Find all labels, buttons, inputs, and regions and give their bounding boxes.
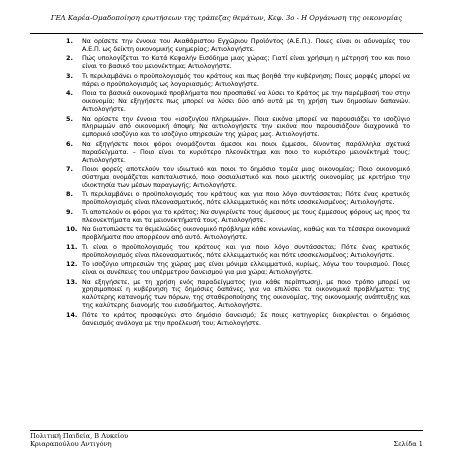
page-header: ΓΕΛ Καρέα-Ομαδοποίηση ερωτήσεων της τράπεζας θεμάτων, Κεφ. 3ο - Η Οργάνωση της οικονομίας xyxy=(50,14,403,22)
page-number: Σελίδα 1 xyxy=(393,440,423,449)
question-text: Τι αποτελούν οι φόροι για το κράτος; Να συγκρίνετε τους άμεσους με τους έμμεσους φόρους ως προς τα πλεονεκτήματα και τα μειονεκτήματά τους. Αιτιολογήστε. xyxy=(82,207,410,224)
question-item xyxy=(66,191,410,207)
question-number: 3. xyxy=(66,71,73,80)
question-number: 6. xyxy=(66,139,73,148)
question-text: Το ισοζύγιο υπηρεσιών της χώρας μας είναι μόνιμα ελλειμματικό, κυρίως, λόγω του τουρισμού. Ποιες είναι οι συνέπειες του υπέρμετρου δανεισμού για μια χώρα; Αιτιολογήστε. xyxy=(82,260,410,276)
footer-author: Κριαραπούλου Αντιγόνη xyxy=(30,440,112,449)
footer-course: Πολιτική Παιδεία, Β Λυκείου xyxy=(30,432,129,440)
question-list xyxy=(66,38,410,329)
question-text: Να ορίσετε την έννοια του «ισοζυγίου πληρωμών». Ποια εικόνα μπορεί να παρουσιάζει το ισοζύγιο πληρωμών από οικονομική άποψη; Να αιτιολογήσετε την εικόνα που παρουσιάζουν διαχρονικά το εμπορικό ισοζύγιο και το ισοζύγιο υπηρεσιών της χώρας μας. Αιτιολογήστε. xyxy=(82,114,410,139)
question-number: 5. xyxy=(66,114,73,123)
question-item xyxy=(66,141,410,165)
question-item xyxy=(66,279,410,311)
question-text: Ποια τα βασικά οικονομικά προβλήματα που προσπαθεί να λύσει το Κράτος με την παρέμβασή του στην οικονομία; Να εξηγήσετε πως μπορεί να λύσει δύο από αυτά με τη χρήση των δημοσίων δαπανών. Αιτιολογήστε. xyxy=(82,89,410,114)
question-number: 14. xyxy=(66,310,78,319)
question-number: 7. xyxy=(66,165,73,174)
question-number: 1. xyxy=(66,37,73,45)
question-number: 2. xyxy=(66,54,73,63)
question-text: Να εξηγήσετε, με τη χρήση ενός παραδείγματος (για κάθε περίπτωση), με ποιο τρόπο μπορεί να χρησιμοποιεί η κυβέρνηση τις δημόσιες δαπάνες, για να επιλύσει τα οικονομικά προβλήματα: της καλύτερης κατανομής των πόρων, της σταθεροποίησης της οικονομίας, της οικονομικής ανάπτυξης και της καλύτερης διανομής του εισοδήματος. Αιτιολογήστε. xyxy=(82,277,410,310)
question-item xyxy=(66,90,410,114)
question-item xyxy=(66,116,410,140)
question-text: Πώς υπολογίζεται το Κατά Κεφαλήν Εισόδημα μιας χώρας; Γιατί είναι χρήσιμη η μέτρησή του και ποιο είναι το βασικό του μειονέκτημα; Αιτιολογήστε. xyxy=(82,54,410,71)
question-number: 12. xyxy=(66,260,78,269)
question-item xyxy=(66,226,410,242)
question-number: 11. xyxy=(66,242,78,251)
page-footer xyxy=(30,432,423,449)
footer-divider xyxy=(30,430,423,431)
question-item xyxy=(66,244,410,260)
question-item xyxy=(66,312,410,328)
question-item xyxy=(66,55,410,71)
question-number: 10. xyxy=(66,225,78,234)
question-text: Τι περιλαμβάνει ο προϋπολογισμός του κράτους και πως βοηθά την κυβέρνηση; Ποιες μορφές μπορεί να πάρει ο προϋπολογισμός ως λογαριασμός; Αιτιολογήστε. xyxy=(82,71,410,88)
question-text: Να διατυπώσετε τα θεμελιώδες οικονομικό πρόβλημα κάθε κοινωνίας, καθώς και τα τέσσερα οικονομικά προβλήματα που απορρέουν από αυτό. Αιτιολογήστε. xyxy=(82,225,410,242)
question-number: 9. xyxy=(66,207,73,216)
question-item xyxy=(66,38,410,54)
question-text: Πότε το κράτος προσφεύγει στο δημόσιο δανεισμό; Σε ποιες κατηγορίες διακρίνεται ο δημόσιος δανεισμός ανάλογα με την προέλευσή του; Αιτιολογήστε. xyxy=(82,310,410,327)
question-text: Να εξηγήσετε ποιοι φόροι ονομάζονται άμεσοι και ποιοι έμμεσοι, δίνοντας παράλληλα σχετικά παραδείγματα. – Ποιο είναι το κυριότερο πλεονέκτημα και ποιο το κυριότερο μειονέκτημά τους; Αιτιολογήστε. xyxy=(82,139,410,164)
question-text: Τι περιλαμβάνει ο προϋπολογισμός του κράτους και για ποιο λόγο συντάσσεται; Πότε ένας κρατικός προϋπολογισμός είναι πλεονασματικός, πότε ελλειμματικός και πότε ισοσκελισμένος; Αιτιολογήστε. xyxy=(82,190,410,207)
header-divider xyxy=(30,33,423,34)
question-number: 13. xyxy=(66,277,78,286)
question-number: 4. xyxy=(66,89,73,98)
question-text: Ποιοι φορείς αποτελούν τον ιδιωτικό και ποιοι το δημόσιο τομέα μιας οικονομίας; Ποιο οικονομικό σύστημα ονομάζεται καπιταλιστικό, ποιο σοσιαλιστικό και ποιο μεικτής οικονομίας με κριτήριο την ιδιοκτησία των μέσων παραγωγής; Αιτιολογήστε. xyxy=(82,165,410,189)
question-item xyxy=(66,261,410,277)
question-text: Να ορίσετε την έννοια του Ακαθάριστου Εγχώριου Προϊόντος (Α.Ε.Π.). Ποιες είναι οι αδυναμίες του Α.Ε.Π. ως δείκτη οικονομικής ευημερίας; Αιτιολογήστε. xyxy=(82,37,410,53)
question-item xyxy=(66,73,410,89)
question-number: 8. xyxy=(66,190,73,199)
question-item xyxy=(66,166,410,190)
question-text: Τι είναι ο προϋπολογισμός του κράτους και για ποιο λόγο συντάσσεται; Πότε ένας κρατικός προϋπολογισμός είναι πλεονασματικός, πότε ελλειμματικός και πότε ισοσκελισμένος; Αιτιολογήστε. xyxy=(82,242,410,259)
question-item xyxy=(66,209,410,225)
